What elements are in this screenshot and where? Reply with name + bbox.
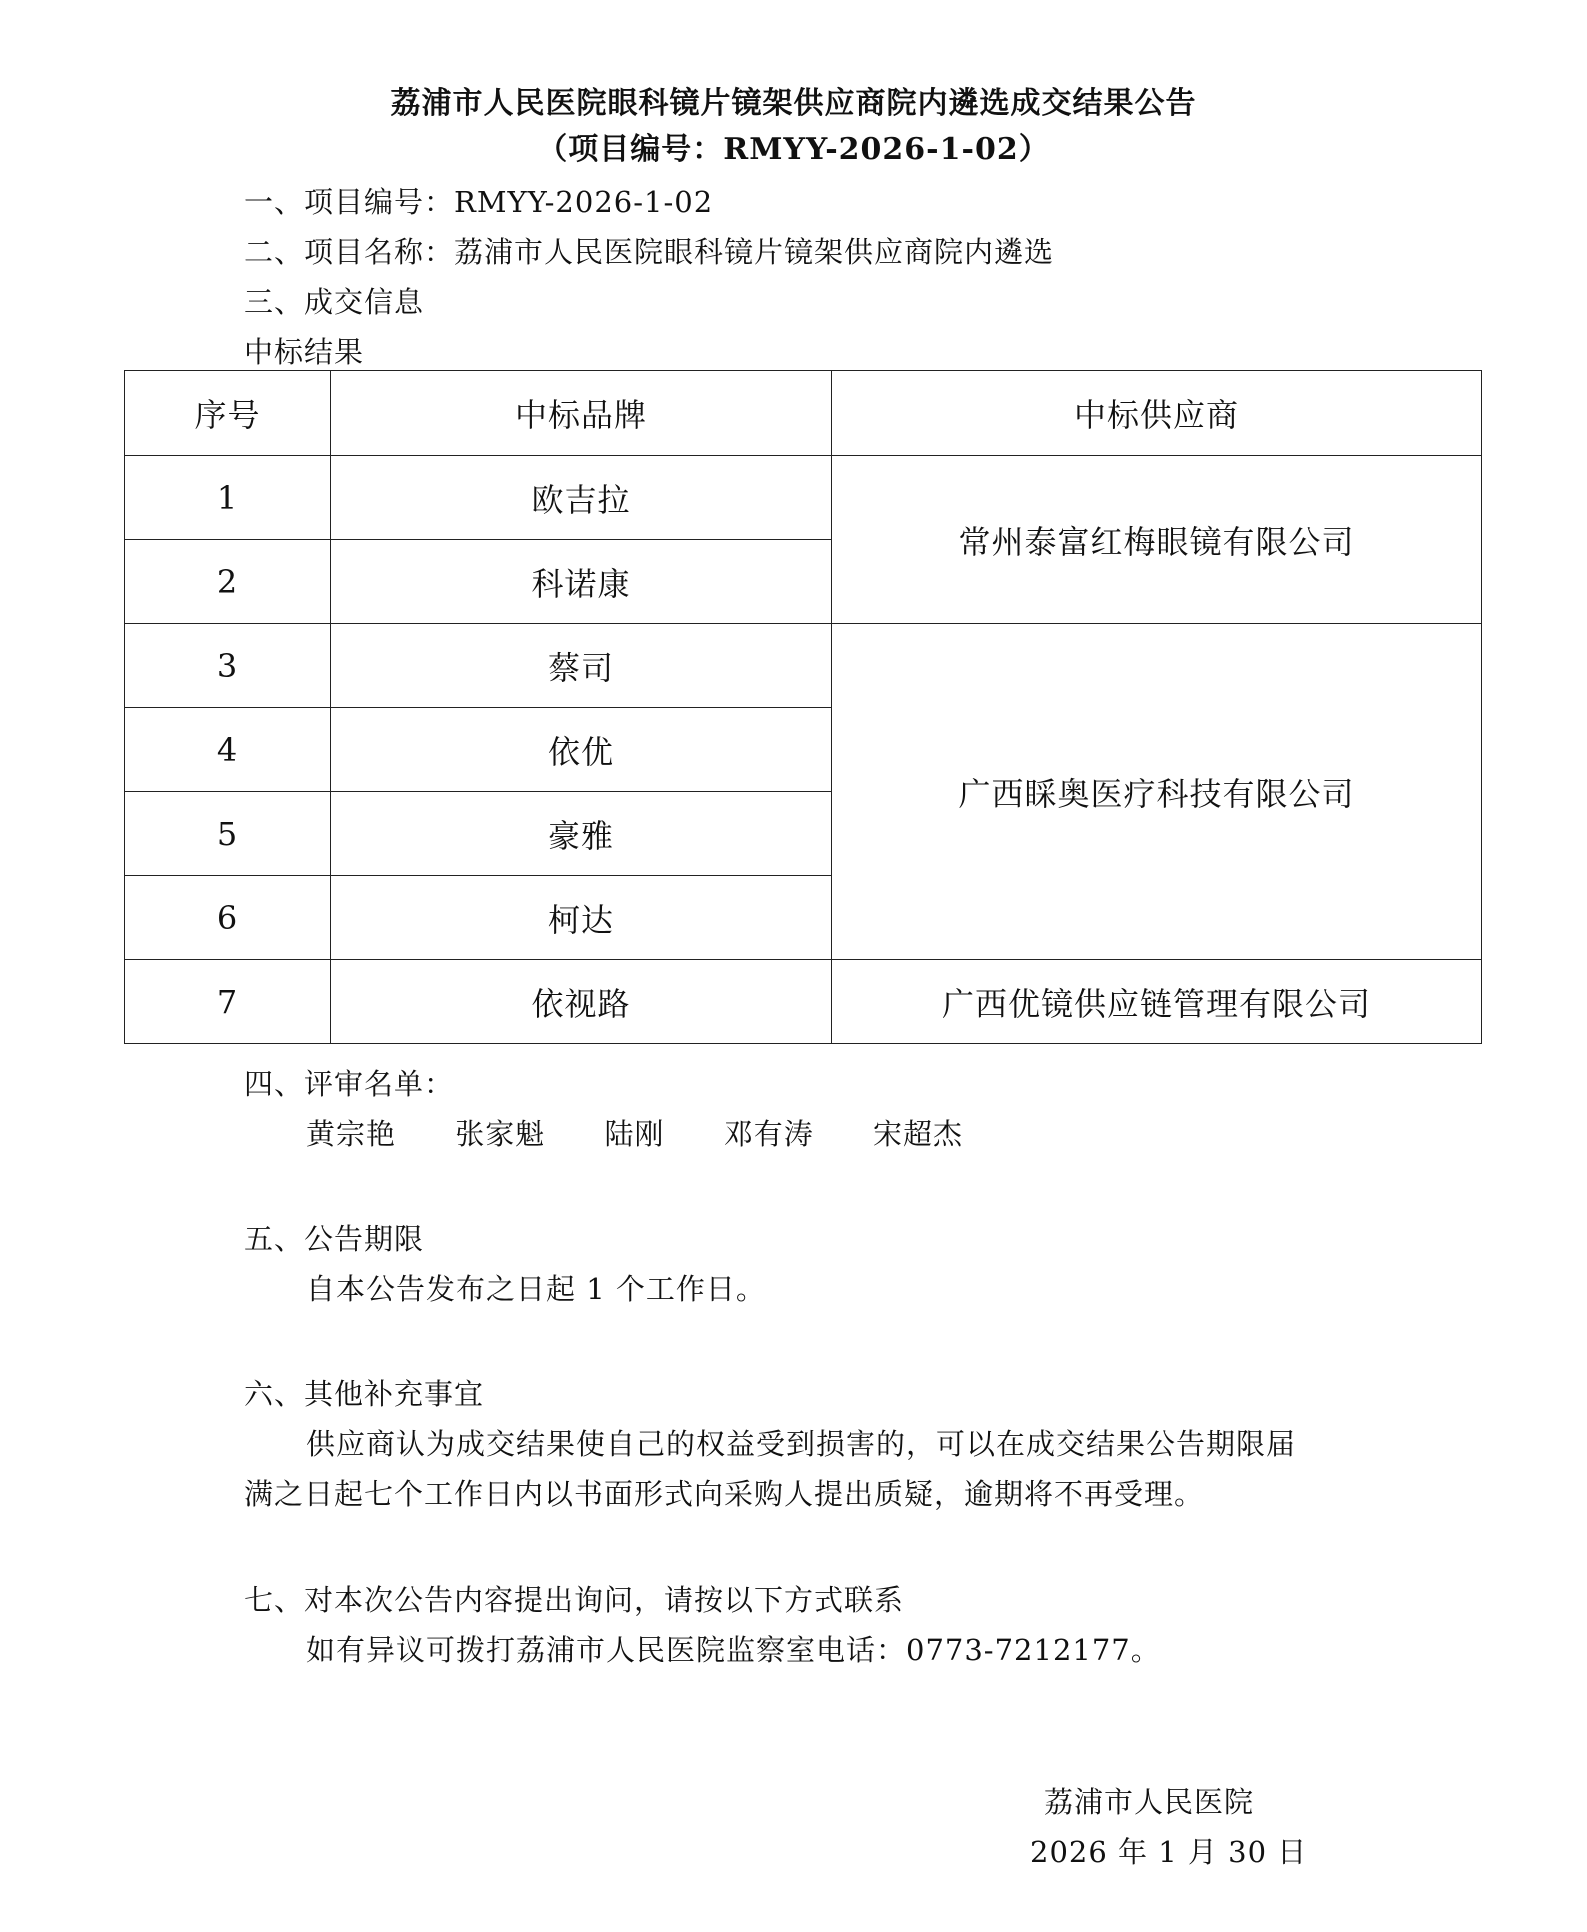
row-brand: 依视路	[331, 960, 832, 1044]
signature-org: 荔浦市人民医院	[1044, 1785, 1255, 1819]
other-matters-text-1: 供应商认为成交结果使自己的权益受到损害的，可以在成交结果公告期限届	[306, 1427, 1297, 1461]
inquiry-contact: 如有异议可拨打荔浦市人民医院监察室电话：0773-7212177。	[306, 1633, 1161, 1667]
header-supplier: 中标供应商	[832, 371, 1482, 456]
document-subtitle: （项目编号：RMYY-2026-1-02）	[537, 132, 1050, 167]
signature-date: 2026 年 1 月 30 日	[1030, 1835, 1308, 1869]
other-matters-text-2: 满之日起七个工作日内以书面形式向采购人提出质疑，逾期将不再受理。	[244, 1477, 1205, 1511]
row-brand: 依优	[331, 708, 832, 792]
row-supplier: 广西睬奥医疗科技有限公司	[832, 624, 1482, 960]
reviewer-name: 宋超杰	[872, 1117, 963, 1151]
reviewer-name: 黄宗艳	[306, 1117, 397, 1151]
row-supplier: 广西优镜供应链管理有限公司	[832, 960, 1482, 1044]
row-no: 1	[125, 456, 331, 540]
row-no: 3	[125, 624, 331, 708]
reviewer-name: 张家魁	[455, 1117, 546, 1151]
row-no: 5	[125, 792, 331, 876]
deal-info-heading: 三、成交信息	[244, 285, 425, 319]
inquiry-heading: 七、对本次公告内容提出询问，请按以下方式联系	[244, 1583, 905, 1617]
notice-period-text: 自本公告发布之日起 1 个工作日。	[306, 1272, 766, 1306]
header-no: 序号	[125, 371, 331, 456]
table-row	[125, 960, 1482, 1044]
row-brand: 欧吉拉	[331, 456, 832, 540]
row-brand: 豪雅	[331, 792, 832, 876]
table-row	[125, 456, 1482, 540]
row-no: 2	[125, 540, 331, 624]
result-table	[124, 370, 1482, 1044]
reviewer-name: 陆刚	[604, 1117, 665, 1151]
row-brand: 蔡司	[331, 624, 832, 708]
review-list-heading: 四、评审名单：	[244, 1067, 455, 1101]
result-label: 中标结果	[244, 335, 365, 369]
project-number-line: 一、项目编号：RMYY-2026-1-02	[244, 185, 714, 219]
other-matters-heading: 六、其他补充事宜	[244, 1377, 485, 1411]
row-no: 7	[125, 960, 331, 1044]
project-name-line: 二、项目名称：荔浦市人民医院眼科镜片镜架供应商院内遴选	[244, 235, 1055, 269]
row-brand: 柯达	[331, 876, 832, 960]
notice-period-heading: 五、公告期限	[244, 1222, 425, 1256]
reviewer-name: 邓有涛	[723, 1117, 814, 1151]
document-title: 荔浦市人民医院眼科镜片镜架供应商院内遴选成交结果公告	[390, 86, 1197, 121]
row-supplier: 常州泰富红梅眼镜有限公司	[832, 456, 1482, 624]
reviewer-list	[306, 1112, 1013, 1153]
row-no: 6	[125, 876, 331, 960]
row-no: 4	[125, 708, 331, 792]
table-header-row	[125, 371, 1482, 456]
header-brand: 中标品牌	[331, 371, 832, 456]
row-brand: 科诺康	[331, 540, 832, 624]
table-row	[125, 624, 1482, 708]
